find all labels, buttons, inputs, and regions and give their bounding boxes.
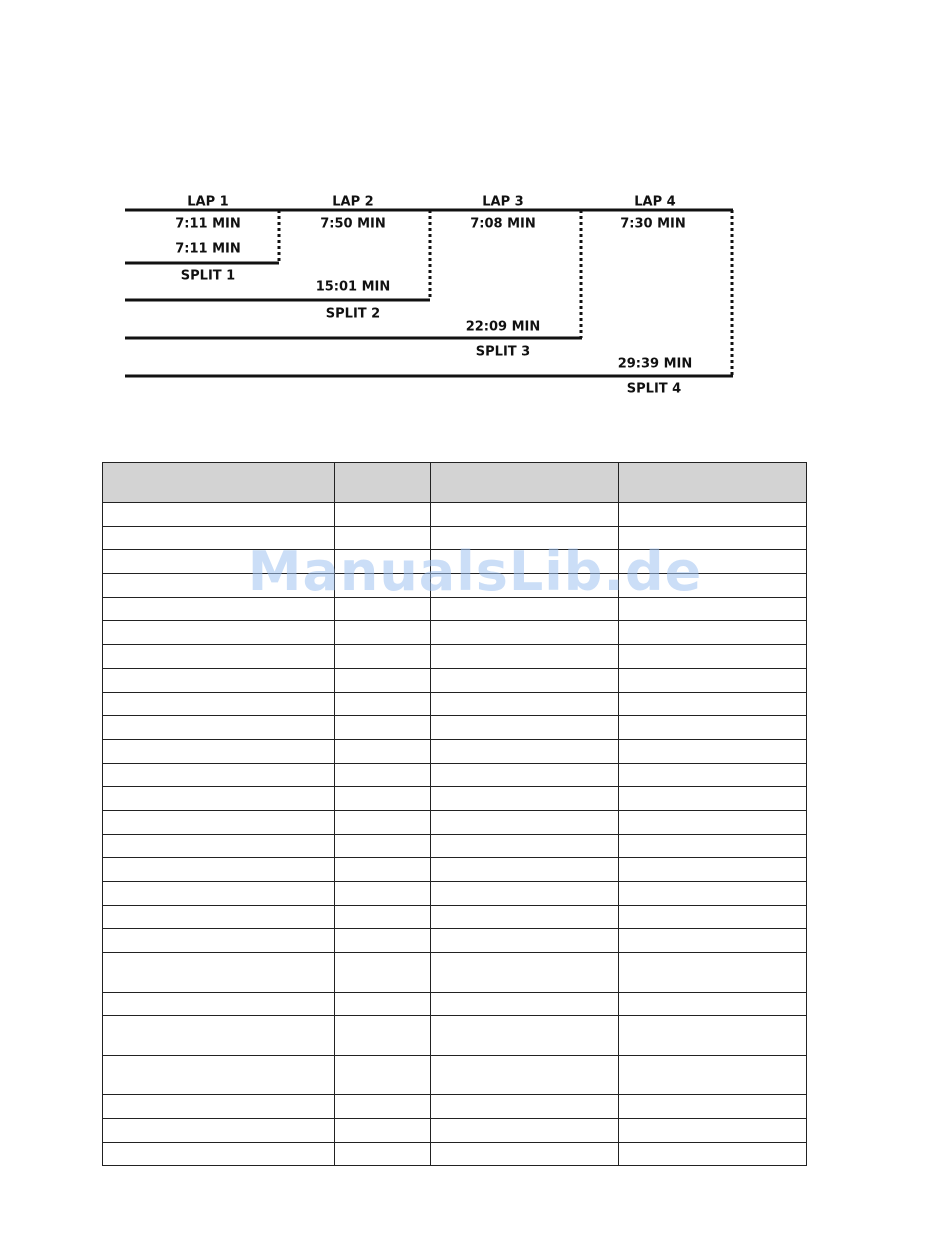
watermark: ManualsLib.de [247, 540, 703, 603]
split-2-label: SPLIT 2 [325, 306, 381, 322]
header-cell [431, 463, 619, 503]
table-header-row [103, 463, 807, 503]
table-cell [431, 526, 619, 550]
table-cell [619, 668, 807, 692]
table-cell [431, 929, 619, 953]
table-row [103, 763, 807, 787]
table-cell [335, 763, 431, 787]
table-cell [103, 882, 335, 906]
table-cell [431, 905, 619, 929]
table-row [103, 953, 807, 993]
table-cell [103, 692, 335, 716]
table-cell [335, 621, 431, 645]
table-cell [335, 645, 431, 669]
table-cell [335, 810, 431, 834]
table-cell [431, 716, 619, 740]
table-cell [335, 905, 431, 929]
table-cell [619, 905, 807, 929]
lap-3-time: 7:08 MIN [470, 216, 536, 232]
table-row [103, 810, 807, 834]
table-cell [103, 1095, 335, 1119]
table-row [103, 621, 807, 645]
table-cell [619, 1118, 807, 1142]
table-cell [103, 597, 335, 621]
table-cell [335, 929, 431, 953]
table-cell [431, 668, 619, 692]
table-row [103, 882, 807, 906]
table-cell [103, 787, 335, 811]
table-cell [335, 526, 431, 550]
table-cell [619, 503, 807, 527]
table-row [103, 645, 807, 669]
table-cell [431, 953, 619, 993]
table-cell [619, 787, 807, 811]
table-cell [431, 1118, 619, 1142]
table-cell [619, 621, 807, 645]
table-cell [103, 1055, 335, 1095]
table-cell [103, 834, 335, 858]
table-cell [103, 574, 335, 598]
table-cell [103, 621, 335, 645]
table-cell [103, 858, 335, 882]
table-cell [335, 1055, 431, 1095]
table-cell [103, 503, 335, 527]
table-cell [431, 503, 619, 527]
table-cell [103, 668, 335, 692]
table-cell [619, 929, 807, 953]
table-cell [335, 834, 431, 858]
table-cell [619, 810, 807, 834]
table-row [103, 597, 807, 621]
table-cell [619, 1016, 807, 1056]
table-cell [103, 645, 335, 669]
table-cell [619, 882, 807, 906]
table-cell [103, 953, 335, 993]
table-cell [431, 692, 619, 716]
table-row [103, 668, 807, 692]
table-cell [431, 834, 619, 858]
lap-1-label: LAP 1 [187, 194, 229, 210]
table-cell [619, 739, 807, 763]
table-cell [431, 1055, 619, 1095]
lap-2-label: LAP 2 [332, 194, 374, 210]
table-cell [335, 1118, 431, 1142]
table-cell [431, 992, 619, 1016]
table-cell [335, 574, 431, 598]
table-row [103, 1118, 807, 1142]
table-cell [431, 1016, 619, 1056]
table-cell [103, 1118, 335, 1142]
table-row [103, 739, 807, 763]
table-cell [431, 621, 619, 645]
table-cell [335, 597, 431, 621]
table-cell [103, 716, 335, 740]
table-cell [431, 1095, 619, 1119]
table-row [103, 834, 807, 858]
split-2-time: 15:01 MIN [315, 279, 391, 295]
table-cell [103, 763, 335, 787]
table-cell [619, 992, 807, 1016]
table-row [103, 905, 807, 929]
header-cell [335, 463, 431, 503]
table-cell [103, 739, 335, 763]
table-cell [619, 550, 807, 574]
table-cell [431, 574, 619, 598]
split-4-time: 29:39 MIN [617, 356, 693, 372]
lap-4-time: 7:30 MIN [620, 216, 686, 232]
table-cell [335, 1095, 431, 1119]
table-row [103, 858, 807, 882]
split-1-label: SPLIT 1 [180, 268, 236, 284]
table-cell [103, 905, 335, 929]
table-cell [335, 992, 431, 1016]
split-4-label: SPLIT 4 [626, 381, 682, 397]
table-cell [431, 763, 619, 787]
table-cell [335, 858, 431, 882]
table-row [103, 574, 807, 598]
table-row [103, 692, 807, 716]
table-cell [619, 1055, 807, 1095]
table-cell [103, 1142, 335, 1166]
table-cell [619, 716, 807, 740]
table-cell [619, 526, 807, 550]
table-cell [619, 1095, 807, 1119]
table-body [103, 503, 807, 1166]
table-cell [431, 597, 619, 621]
table-cell [335, 692, 431, 716]
table-row [103, 787, 807, 811]
table-cell [619, 574, 807, 598]
table-cell [431, 810, 619, 834]
table-cell [335, 1016, 431, 1056]
table-cell [431, 1142, 619, 1166]
table-cell [335, 550, 431, 574]
table-cell [103, 992, 335, 1016]
split-3-time: 22:09 MIN [465, 319, 541, 335]
table-cell [619, 763, 807, 787]
split-3-label: SPLIT 3 [475, 344, 531, 360]
header-cell [103, 463, 335, 503]
table-row [103, 503, 807, 527]
table-row [103, 550, 807, 574]
table-row [103, 526, 807, 550]
lap-split-diagram [0, 0, 950, 420]
table-cell [431, 550, 619, 574]
table-cell [619, 834, 807, 858]
header-cell [619, 463, 807, 503]
table-cell [619, 645, 807, 669]
table-cell [103, 526, 335, 550]
table-row [103, 1095, 807, 1119]
table-cell [335, 739, 431, 763]
lap-1-time: 7:11 MIN [175, 216, 241, 232]
table-cell [431, 739, 619, 763]
table-cell [431, 645, 619, 669]
table-cell [335, 503, 431, 527]
lap-4-label: LAP 4 [634, 194, 676, 210]
table-cell [335, 953, 431, 993]
table-cell [335, 882, 431, 906]
lap-2-time: 7:50 MIN [320, 216, 386, 232]
table-cell [619, 692, 807, 716]
lap-3-label: LAP 3 [482, 194, 524, 210]
blank-log-table [102, 462, 807, 1166]
table-row [103, 716, 807, 740]
table-cell [335, 787, 431, 811]
table-row [103, 1055, 807, 1095]
table-cell [619, 858, 807, 882]
table-cell [103, 1016, 335, 1056]
table-cell [619, 953, 807, 993]
table-cell [103, 929, 335, 953]
table-row [103, 1142, 807, 1166]
table-cell [619, 597, 807, 621]
table-cell [335, 716, 431, 740]
table-cell [431, 787, 619, 811]
table-cell [619, 1142, 807, 1166]
table-row [103, 1016, 807, 1056]
table-cell [431, 882, 619, 906]
table-cell [335, 668, 431, 692]
table-cell [431, 858, 619, 882]
table-row [103, 992, 807, 1016]
table-cell [103, 810, 335, 834]
table-cell [335, 1142, 431, 1166]
split-1-time: 7:11 MIN [175, 241, 241, 257]
table-cell [103, 550, 335, 574]
table-row [103, 929, 807, 953]
